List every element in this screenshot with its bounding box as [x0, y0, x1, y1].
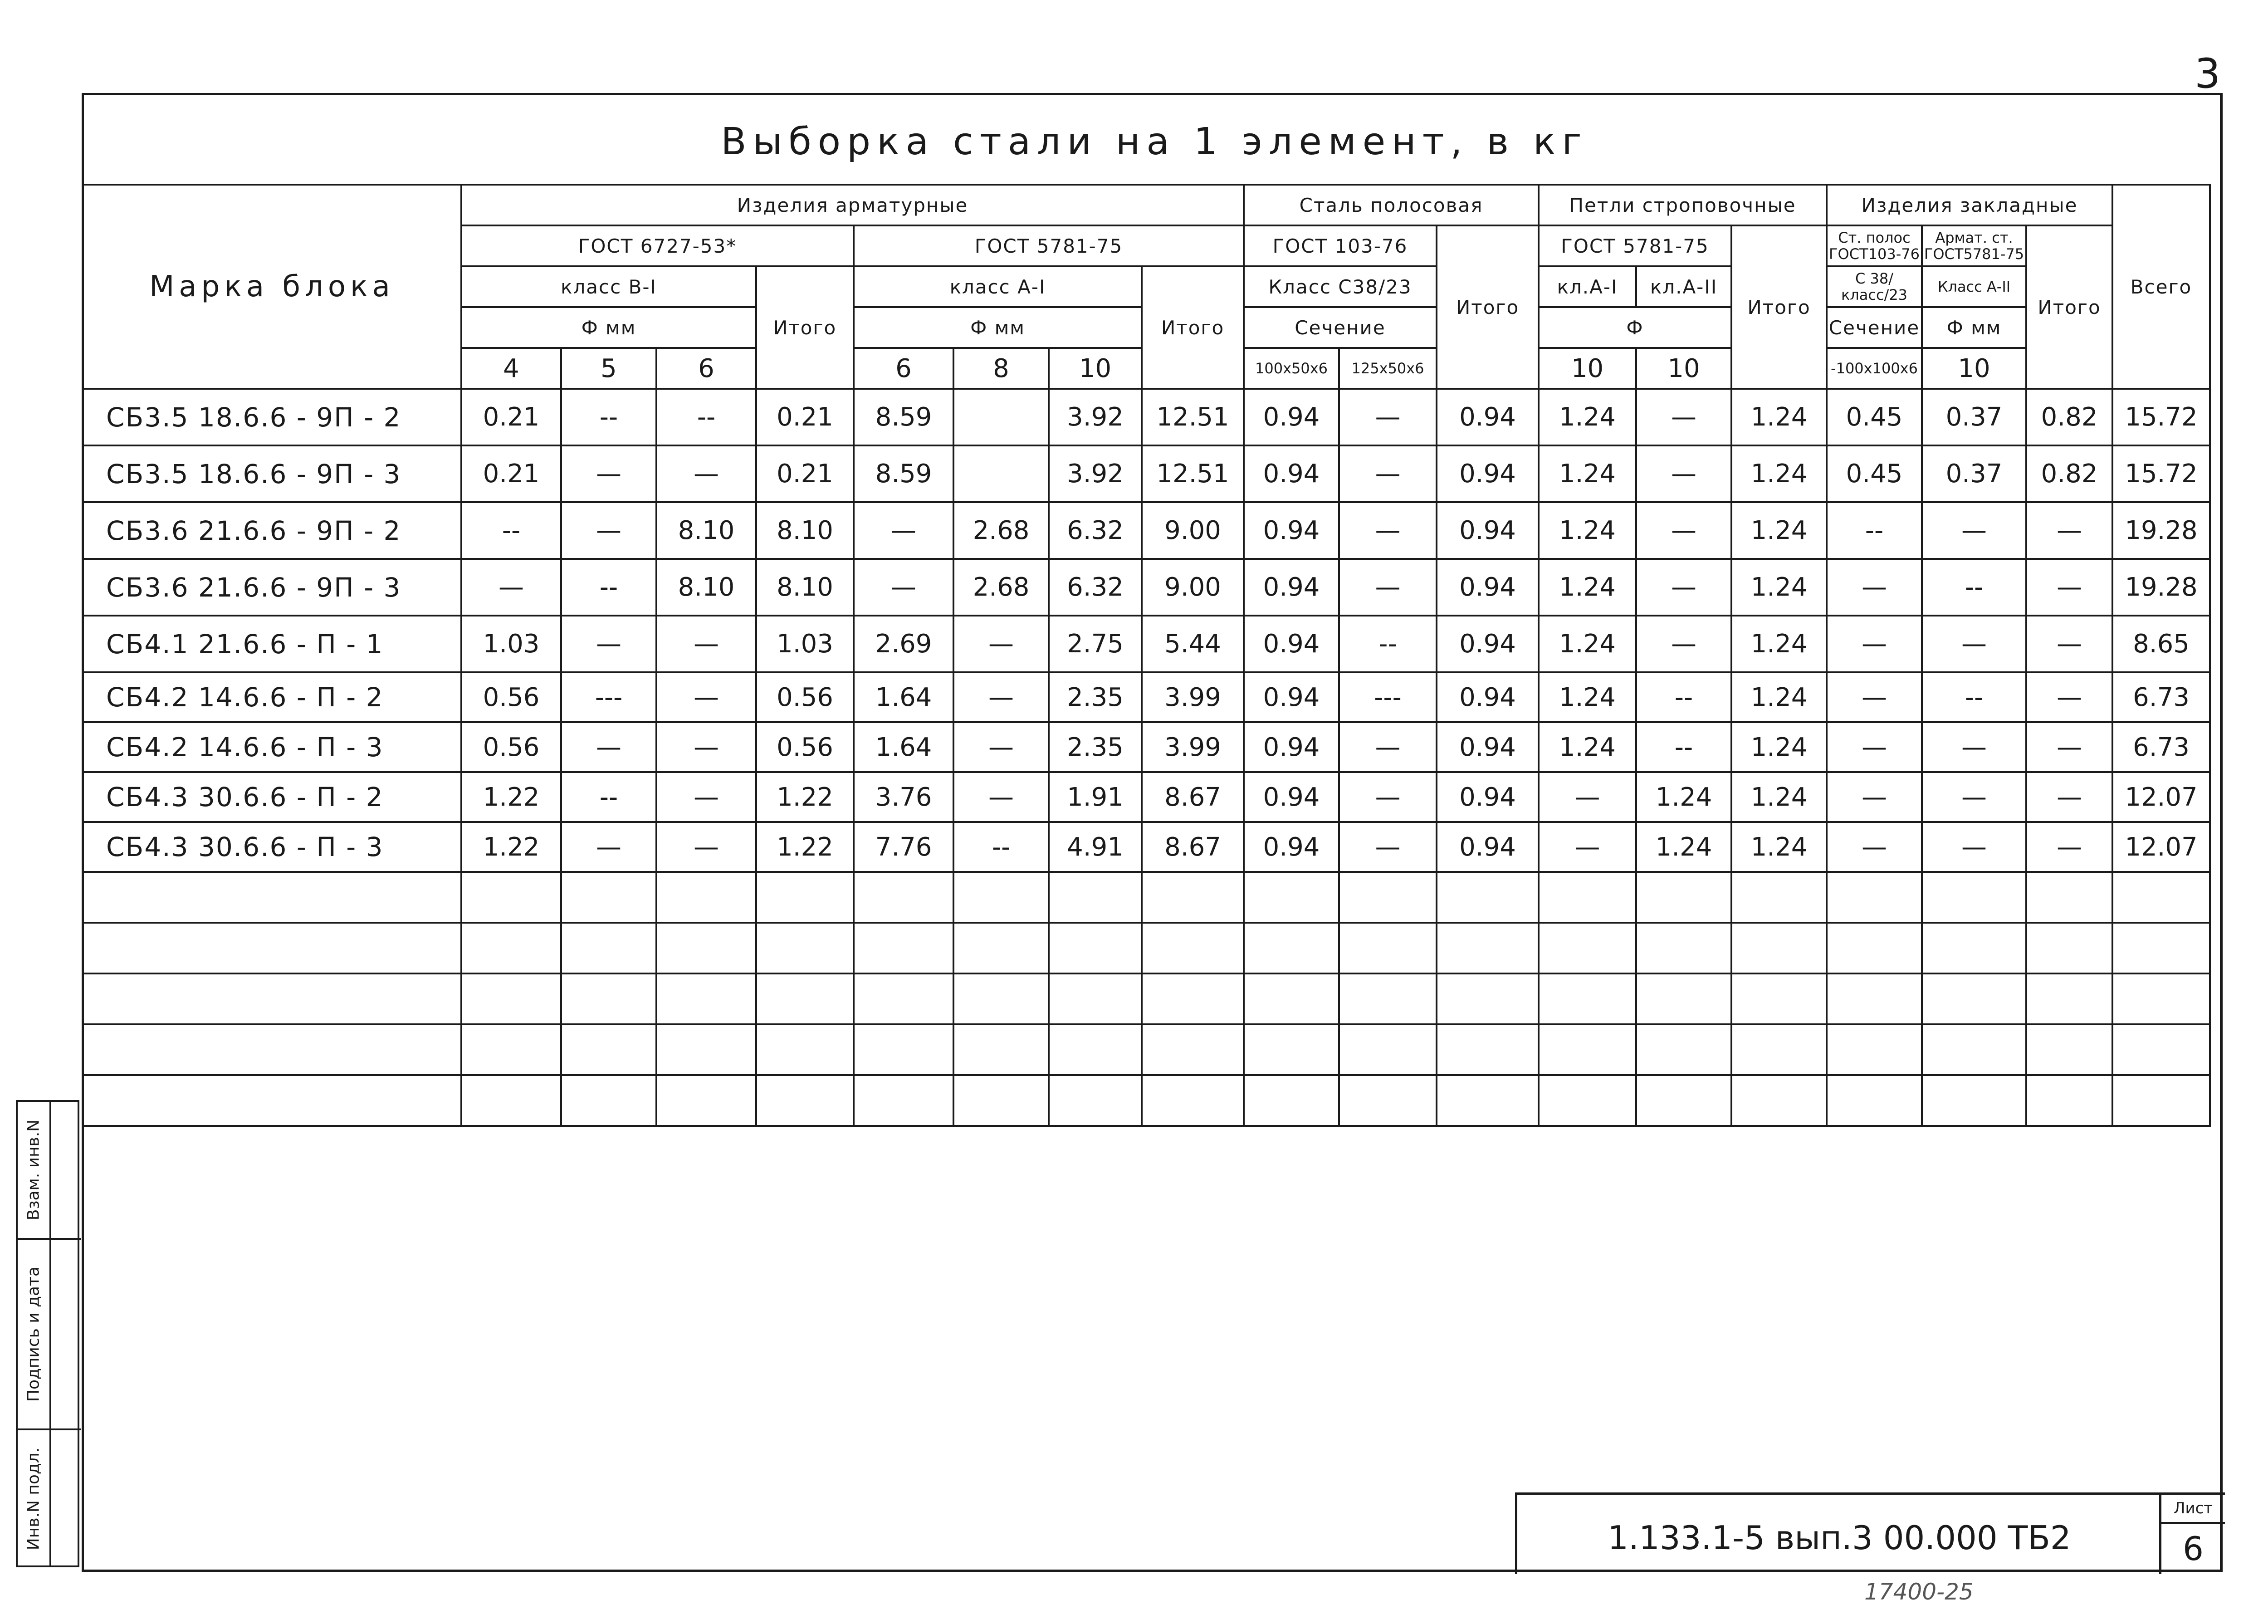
cell-itogo-a: 8.67 [1142, 772, 1244, 822]
cell-b6: — [656, 445, 756, 502]
header-petli: Петли строповочные [1539, 185, 1827, 225]
table-row [83, 559, 2210, 616]
cell-a6: 2.69 [854, 616, 953, 672]
cell-b4: 0.21 [461, 445, 561, 502]
header-zakl-fi-mm: Ф мм [1922, 307, 2026, 348]
title-block [1515, 1492, 2225, 1574]
cell-total: 6.73 [2112, 722, 2210, 772]
cell-itogo-stal: 0.94 [1437, 772, 1539, 822]
cell-itogo-zakl: — [2026, 772, 2112, 822]
cell-itogo-a: 3.99 [1142, 672, 1244, 722]
cell-itogo-a: 12.51 [1142, 445, 1244, 502]
cell-zakl2: -- [1922, 559, 2026, 616]
cell-petli1: 1.24 [1539, 616, 1636, 672]
cell-zakl1: — [1827, 722, 1922, 772]
cell-b4: 1.03 [461, 616, 561, 672]
cell-b4: — [461, 559, 561, 616]
header-sec-100x50: 100x50x6 [1244, 348, 1339, 389]
table-row [83, 722, 2210, 772]
cell-zakl2: — [1922, 772, 2026, 822]
header-klass-c38: Класс С38/23 [1244, 266, 1437, 307]
cell-itogo-b: 1.22 [756, 822, 854, 872]
cell-mark: СБ4.2 14.6.6 - П - 2 [83, 672, 461, 722]
header-izd-zakl: Изделия закладные [1827, 185, 2112, 225]
cell-itogo-zakl: — [2026, 559, 2112, 616]
header-row-1 [83, 185, 2210, 225]
cell-b5: -- [561, 389, 656, 445]
cell-sec1: 0.94 [1244, 559, 1339, 616]
header-fi-petli: Ф [1539, 307, 1731, 348]
cell-total: 12.07 [2112, 772, 2210, 822]
cell-itogo-zakl: — [2026, 722, 2112, 772]
cell-itogo-a: 3.99 [1142, 722, 1244, 772]
cell-zakl2: -- [1922, 672, 2026, 722]
cell-b6: — [656, 822, 756, 872]
cell-a8: 2.68 [953, 559, 1049, 616]
cell-total: 19.28 [2112, 559, 2210, 616]
cell-a6: 8.59 [854, 445, 953, 502]
cell-b5: — [561, 822, 656, 872]
side-stamp [16, 1100, 79, 1567]
cell-b6: — [656, 722, 756, 772]
cell-itogo-petli: 1.24 [1731, 822, 1827, 872]
cell-itogo-stal: 0.94 [1437, 502, 1539, 559]
cell-sec2: — [1339, 389, 1437, 445]
cell-itogo-petli: 1.24 [1731, 445, 1827, 502]
cell-itogo-zakl: 0.82 [2026, 389, 2112, 445]
cell-mark: СБ4.2 14.6.6 - П - 3 [83, 722, 461, 772]
cell-sec1: 0.94 [1244, 772, 1339, 822]
header-zakl-sec: -100x100x6 [1827, 348, 1922, 389]
cell-a8: — [953, 772, 1049, 822]
cell-total: 8.65 [2112, 616, 2210, 672]
header-zakl-c38: С 38/ класс/23 [1827, 266, 1922, 307]
cell-itogo-a: 12.51 [1142, 389, 1244, 445]
empty-row [83, 872, 2210, 923]
cell-itogo-a: 8.67 [1142, 822, 1244, 872]
header-itogo-zakl: Итого [2026, 225, 2112, 389]
cell-sec2: — [1339, 445, 1437, 502]
cell-sec1: 0.94 [1244, 672, 1339, 722]
cell-zakl1: — [1827, 559, 1922, 616]
cell-total: 6.73 [2112, 672, 2210, 722]
table-row [83, 772, 2210, 822]
table-row [83, 822, 2210, 872]
header-diam-b4: 4 [461, 348, 561, 389]
cell-petli1: 1.24 [1539, 559, 1636, 616]
cell-itogo-b: 0.56 [756, 722, 854, 772]
cell-a10: 4.91 [1049, 822, 1142, 872]
cell-b4: 0.56 [461, 722, 561, 772]
cell-itogo-b: 0.21 [756, 445, 854, 502]
header-kl-a2: кл.А-II [1636, 266, 1731, 307]
cell-itogo-petli: 1.24 [1731, 502, 1827, 559]
side-col-1 [18, 1102, 49, 1565]
header-stal-pol: Сталь полосовая [1244, 185, 1539, 225]
cell-petli1: 1.24 [1539, 502, 1636, 559]
header-fi-mm-b: Ф мм [461, 307, 756, 348]
cell-total: 15.72 [2112, 445, 2210, 502]
cell-petli2: -- [1636, 672, 1731, 722]
cell-mark: СБ4.1 21.6.6 - П - 1 [83, 616, 461, 672]
cell-b6: -- [656, 389, 756, 445]
header-klass-b1: класс В-I [461, 266, 756, 307]
cell-b4: 0.21 [461, 389, 561, 445]
table-row [83, 616, 2210, 672]
cell-sec2: — [1339, 722, 1437, 772]
cell-itogo-stal: 0.94 [1437, 445, 1539, 502]
cell-mark: СБ3.5 18.6.6 - 9П - 2 [83, 389, 461, 445]
cell-a8: 2.68 [953, 502, 1049, 559]
cell-itogo-zakl: — [2026, 822, 2112, 872]
sheet-number: 6 [2183, 1530, 2204, 1568]
cell-a6: 3.76 [854, 772, 953, 822]
cell-b5: -- [561, 772, 656, 822]
header-petli-10b: 10 [1636, 348, 1731, 389]
header-izd-arm: Изделия арматурные [461, 185, 1244, 225]
cell-a8 [953, 445, 1049, 502]
cell-itogo-zakl: — [2026, 502, 2112, 559]
header-kl-a1: кл.А-I [1539, 266, 1636, 307]
header-gost-5781: ГОСТ 5781-75 [854, 225, 1244, 266]
cell-zakl1: 0.45 [1827, 389, 1922, 445]
cell-sec2: --- [1339, 672, 1437, 722]
cell-sec1: 0.94 [1244, 502, 1339, 559]
cell-itogo-stal: 0.94 [1437, 559, 1539, 616]
header-itogo-b1: Итого [756, 266, 854, 389]
cell-a8: — [953, 616, 1049, 672]
header-gost-103: ГОСТ 103-76 [1244, 225, 1437, 266]
cell-b6: — [656, 616, 756, 672]
cell-itogo-b: 8.10 [756, 502, 854, 559]
cell-total: 15.72 [2112, 389, 2210, 445]
cell-b5: — [561, 445, 656, 502]
cell-petli1: 1.24 [1539, 722, 1636, 772]
cell-petli1: 1.24 [1539, 445, 1636, 502]
cell-zakl1: — [1827, 672, 1922, 722]
page-number: 3 [2195, 50, 2221, 98]
header-marka: Марка блока [83, 185, 461, 389]
cell-a10: 3.92 [1049, 445, 1142, 502]
cell-zakl1: — [1827, 822, 1922, 872]
cell-a6: 8.59 [854, 389, 953, 445]
cell-sec1: 0.94 [1244, 822, 1339, 872]
cell-petli1: 1.24 [1539, 672, 1636, 722]
cell-itogo-petli: 1.24 [1731, 722, 1827, 772]
cell-b4: 1.22 [461, 822, 561, 872]
header-diam-a6: 6 [854, 348, 953, 389]
drawing-sheet [82, 93, 2223, 1572]
cell-b6: — [656, 772, 756, 822]
cell-itogo-b: 1.03 [756, 616, 854, 672]
header-zakl-10: 10 [1922, 348, 2026, 389]
cell-a10: 6.32 [1049, 502, 1142, 559]
cell-itogo-a: 9.00 [1142, 559, 1244, 616]
cell-sec2: — [1339, 822, 1437, 872]
cell-a10: 2.35 [1049, 722, 1142, 772]
cell-itogo-stal: 0.94 [1437, 722, 1539, 772]
cell-b5: -- [561, 559, 656, 616]
header-zakl-klass: Класс А-II [1922, 266, 2026, 307]
cell-petli2: — [1636, 445, 1731, 502]
cell-a10: 2.35 [1049, 672, 1142, 722]
cell-b6: — [656, 672, 756, 722]
side-box-podpis [18, 1238, 49, 1428]
cell-itogo-b: 8.10 [756, 559, 854, 616]
cell-itogo-petli: 1.24 [1731, 559, 1827, 616]
header-diam-b5: 5 [561, 348, 656, 389]
cell-itogo-stal: 0.94 [1437, 672, 1539, 722]
header-klass-a1: класс А-I [854, 266, 1142, 307]
cell-b6: 8.10 [656, 559, 756, 616]
header-zakl-armat: Армат. ст. ГОСТ5781-75 [1922, 225, 2026, 266]
cell-itogo-b: 0.21 [756, 389, 854, 445]
cell-zakl2: — [1922, 502, 2026, 559]
cell-sec2: — [1339, 772, 1437, 822]
table-title: Выборка стали на 1 элемент, в кг [721, 120, 1588, 163]
table-row [83, 502, 2210, 559]
header-itogo-stal: Итого [1437, 225, 1539, 389]
cell-b5: — [561, 616, 656, 672]
side-label-vzam: Взам. инв.N [24, 1119, 43, 1221]
archive-note: 17400-25 [1864, 1579, 1974, 1605]
header-gost-6727: ГОСТ 6727-53* [461, 225, 854, 266]
cell-zakl2: — [1922, 616, 2026, 672]
cell-sec1: 0.94 [1244, 616, 1339, 672]
cell-itogo-b: 0.56 [756, 672, 854, 722]
cell-sec1: 0.94 [1244, 445, 1339, 502]
cell-itogo-stal: 0.94 [1437, 822, 1539, 872]
empty-row [83, 1024, 2210, 1075]
cell-a6: 7.76 [854, 822, 953, 872]
cell-sec2: — [1339, 502, 1437, 559]
cell-itogo-petli: 1.24 [1731, 672, 1827, 722]
cell-petli2: — [1636, 502, 1731, 559]
cell-itogo-stal: 0.94 [1437, 616, 1539, 672]
header-sechenie: Сечение [1244, 307, 1437, 348]
cell-mark: СБ3.5 18.6.6 - 9П - 3 [83, 445, 461, 502]
cell-mark: СБ3.6 21.6.6 - 9П - 2 [83, 502, 461, 559]
side-label-podpis: Подпись и дата [24, 1266, 43, 1402]
cell-b4: 1.22 [461, 772, 561, 822]
cell-itogo-zakl: 0.82 [2026, 445, 2112, 502]
cell-a8: — [953, 672, 1049, 722]
sheet-label: Лист [2161, 1495, 2225, 1524]
steel-specification-table [82, 184, 2211, 1127]
cell-zakl1: — [1827, 772, 1922, 822]
header-diam-a8: 8 [953, 348, 1049, 389]
cell-itogo-petli: 1.24 [1731, 389, 1827, 445]
cell-petli2: — [1636, 389, 1731, 445]
cell-total: 12.07 [2112, 822, 2210, 872]
cell-petli2: 1.24 [1636, 822, 1731, 872]
table-row [83, 445, 2210, 502]
header-zakl-st-pol: Ст. полос ГОСТ103-76 [1827, 225, 1922, 266]
cell-itogo-petli: 1.24 [1731, 772, 1827, 822]
cell-itogo-stal: 0.94 [1437, 389, 1539, 445]
cell-petli1: 1.24 [1539, 389, 1636, 445]
cell-itogo-zakl: — [2026, 616, 2112, 672]
document-code: 1.133.1-5 вып.3 00.000 ТБ2 [1608, 1519, 2071, 1557]
side-box-inv [18, 1428, 49, 1567]
cell-b6: 8.10 [656, 502, 756, 559]
cell-itogo-zakl: — [2026, 672, 2112, 722]
cell-sec2: — [1339, 559, 1437, 616]
cell-mark: СБ3.6 21.6.6 - 9П - 3 [83, 559, 461, 616]
header-zakl-sechenie: Сечение [1827, 307, 1922, 348]
cell-b5: — [561, 722, 656, 772]
cell-total: 19.28 [2112, 502, 2210, 559]
cell-zakl1: — [1827, 616, 1922, 672]
cell-petli2: 1.24 [1636, 772, 1731, 822]
cell-itogo-petli: 1.24 [1731, 616, 1827, 672]
cell-itogo-a: 5.44 [1142, 616, 1244, 672]
header-sec-125x50: 125x50x6 [1339, 348, 1437, 389]
cell-petli2: — [1636, 559, 1731, 616]
cell-petli2: — [1636, 616, 1731, 672]
cell-a6: — [854, 502, 953, 559]
header-vsego: Всего [2112, 185, 2210, 389]
header-itogo-petli: Итого [1731, 225, 1827, 389]
cell-a10: 2.75 [1049, 616, 1142, 672]
cell-petli1: — [1539, 772, 1636, 822]
header-gost-5781b: ГОСТ 5781-75 [1539, 225, 1731, 266]
empty-row [83, 973, 2210, 1024]
cell-petli2: -- [1636, 722, 1731, 772]
header-diam-a10: 10 [1049, 348, 1142, 389]
cell-itogo-b: 1.22 [756, 772, 854, 822]
cell-mark: СБ4.3 30.6.6 - П - 3 [83, 822, 461, 872]
cell-b4: 0.56 [461, 672, 561, 722]
cell-b5: — [561, 502, 656, 559]
header-itogo-a1: Итого [1142, 266, 1244, 389]
cell-sec1: 0.94 [1244, 722, 1339, 772]
side-box-vzam [18, 1102, 49, 1238]
cell-a6: — [854, 559, 953, 616]
cell-zakl2: — [1922, 822, 2026, 872]
side-col-2 [49, 1102, 81, 1565]
sheet-number-cell [2159, 1495, 2225, 1574]
cell-zakl1: 0.45 [1827, 445, 1922, 502]
table-row [83, 672, 2210, 722]
cell-a10: 6.32 [1049, 559, 1142, 616]
header-petli-10a: 10 [1539, 348, 1636, 389]
cell-mark: СБ4.3 30.6.6 - П - 2 [83, 772, 461, 822]
cell-a8: -- [953, 822, 1049, 872]
cell-b5: --- [561, 672, 656, 722]
empty-row [83, 1075, 2210, 1126]
cell-itogo-a: 9.00 [1142, 502, 1244, 559]
table-row [83, 389, 2210, 445]
cell-zakl1: -- [1827, 502, 1922, 559]
cell-zakl2: — [1922, 722, 2026, 772]
cell-b4: -- [461, 502, 561, 559]
header-fi-mm-a: Ф мм [854, 307, 1142, 348]
header-diam-b6: 6 [656, 348, 756, 389]
cell-a8 [953, 389, 1049, 445]
cell-a10: 3.92 [1049, 389, 1142, 445]
cell-sec2: -- [1339, 616, 1437, 672]
side-label-inv: Инв.N подл. [24, 1447, 43, 1551]
cell-a10: 1.91 [1049, 772, 1142, 822]
cell-petli1: — [1539, 822, 1636, 872]
cell-a8: — [953, 722, 1049, 772]
cell-zakl2: 0.37 [1922, 445, 2026, 502]
cell-a6: 1.64 [854, 672, 953, 722]
cell-sec1: 0.94 [1244, 389, 1339, 445]
cell-zakl2: 0.37 [1922, 389, 2026, 445]
cell-a6: 1.64 [854, 722, 953, 772]
empty-row [83, 923, 2210, 973]
